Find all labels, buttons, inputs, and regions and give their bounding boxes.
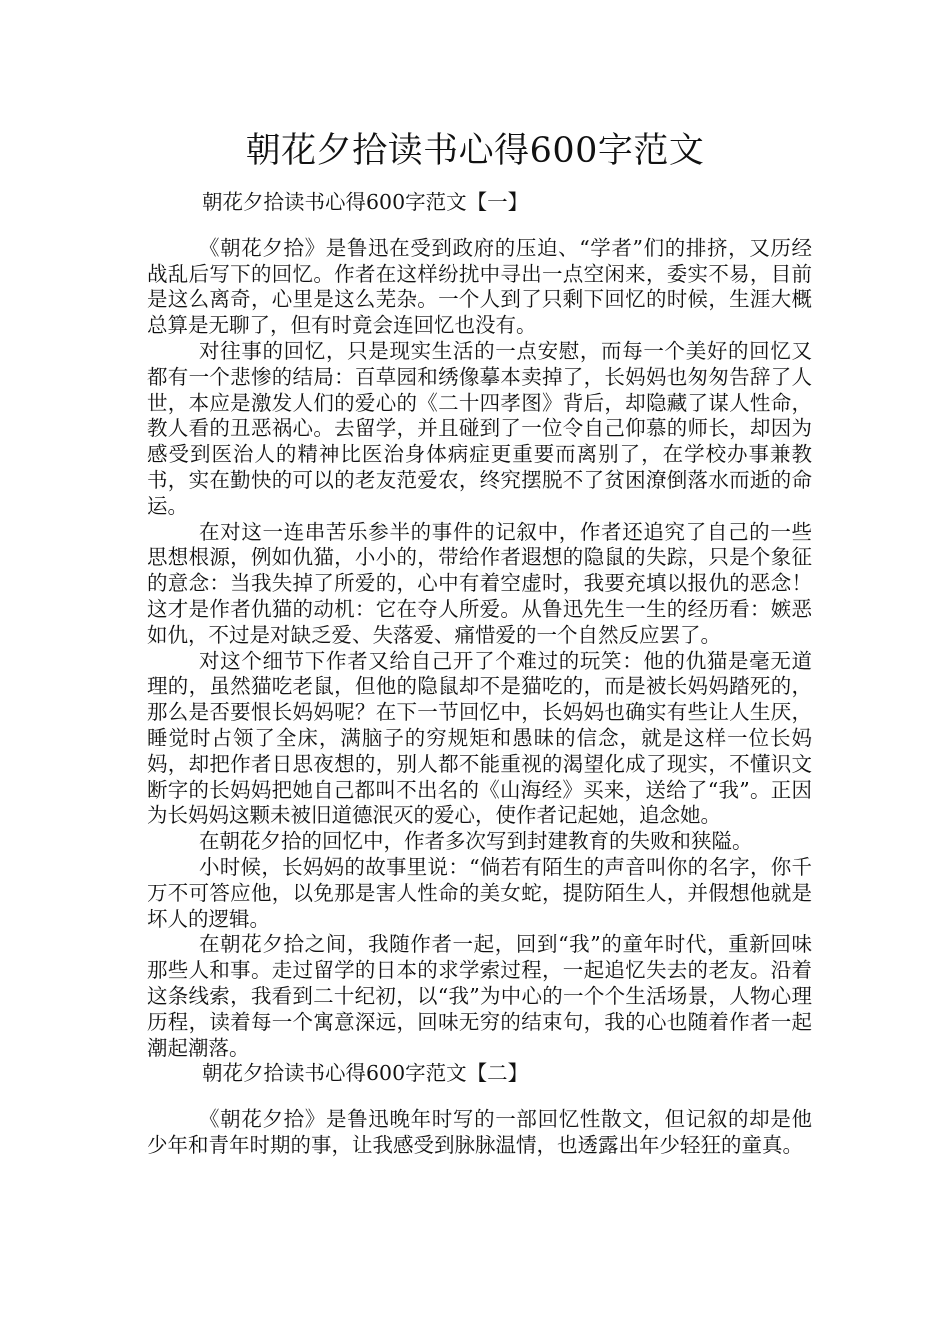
paragraph: 在对这一连串苦乐参半的事件的记叙中，作者还追究了自己的一些思想根源，例如仇猫，小小的，带给作者遐想的隐鼠的失踪，只是个象征的意念：当我失掉了所爱的，心中有着空虚时，我要充填以报仇的恶念！这才是作者仇猫的动机：它在夺人所爱。从鲁迅先生一生的经历看：嫉恶如仇，不过是对缺乏爱、失落爱、痛惜爱的一个自然反应罢了。 bbox=[147, 519, 812, 647]
paragraph: 小时候，长妈妈的故事里说：“倘若有陌生的声音叫你的名字，你千万不可答应他，以免那是害人性命的美女蛇，提防陌生人，并假想他就是坏人的逻辑。 bbox=[147, 854, 812, 931]
paragraph: 在朝花夕拾之间，我随作者一起，回到“我”的童年时代，重新回味那些人和事。走过留学的日本的求学索过程，一起追忆失去的老友。沿着这条线索，我看到二十纪初，以“我”为中心的一个个生活场景，人物心理历程，读着每一个寓意深远，回味无穷的结束句，我的心也随着作者一起潮起潮落。 bbox=[147, 932, 812, 1060]
paragraph: 对这个细节下作者又给自己开了个难过的玩笑：他的仇猫是毫无道理的，虽然猫吃老鼠，但他的隐鼠却不是猫吃的，而是被长妈妈踏死的，那么是否要恨长妈妈呢？在下一节回忆中，长妈妈也确实有些让人生厌，睡觉时占领了全床，满脑子的穷规矩和愚昧的信念，就是这样一位长妈妈，却把作者日思夜想的，别人都不能重视的渴望化成了现实，不懂识文断字的长妈妈把她自己都叫不出名的《山海经》买来，送给了“我”。正因为长妈妈这颗未被旧道德泯灭的爱心，使作者记起她，追念她。 bbox=[147, 648, 812, 828]
paragraph: 《朝花夕拾》是鲁迅在受到政府的压迫、“学者”们的排挤，又历经战乱后写下的回忆。作者在这样纷扰中寻出一点空闲来，委实不易，目前是这么离奇，心里是这么芜杂。一个人到了只剩下回忆的时候，生涯大概总算是无聊了，但有时竟会连回忆也没有。 bbox=[147, 235, 812, 338]
spacer bbox=[147, 1087, 812, 1107]
section-heading-1: 朝花夕拾读书心得600字范文【一】 bbox=[202, 190, 529, 214]
spacer bbox=[147, 216, 812, 236]
section-heading-2: 朝花夕拾读书心得600字范文【二】 bbox=[202, 1061, 529, 1086]
document-body bbox=[147, 190, 812, 1159]
document-title: 朝花夕拾读书心得600字范文 bbox=[245, 131, 705, 171]
paragraph: 在朝花夕拾的回忆中，作者多次写到封建教育的失败和狭隘。 bbox=[199, 829, 753, 854]
paragraph: 对往事的回忆，只是现实生活的一点安慰，而每一个美好的回忆又都有一个悲惨的结局：百草园和绣像摹本卖掉了，长妈妈也匆匆告辞了人世，本应是激发人们的爱心的《二十四孝图》背后，却隐藏了谋人性命，教人看的丑恶祸心。去留学，并且碰到了一位令自己仰慕的师长，却因为感受到医治人的精神比医治身体病症更重要而离别了，在学校办事兼教书，实在勤快的可以的老友范爱农，终究摆脱不了贫困潦倒落水而逝的命运。 bbox=[147, 338, 812, 518]
paragraph: 《朝花夕拾》是鲁迅晚年时写的一部回忆性散文，但记叙的却是他少年和青年时期的事，让我感受到脉脉温情，也透露出年少轻狂的童真。 bbox=[147, 1107, 812, 1157]
